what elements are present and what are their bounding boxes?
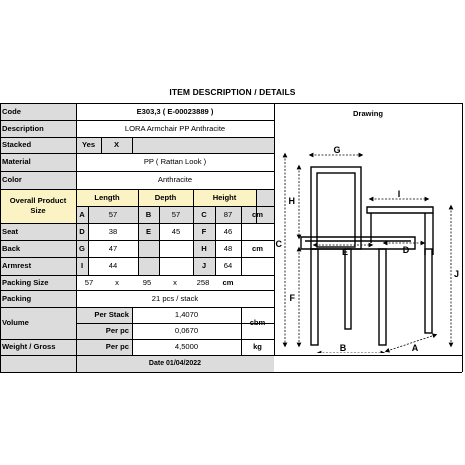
packing-length: 57 — [84, 277, 94, 287]
stacked-x: X — [113, 140, 120, 150]
packing-depth: 95 — [142, 277, 152, 287]
stacked-label: Stacked — [2, 140, 32, 150]
armchair-drawing — [275, 125, 461, 353]
volume-per-pc-value: 0,0670 — [174, 326, 199, 336]
dim-letter: E — [145, 226, 152, 236]
weight-per-pc-value: 4,5000 — [174, 342, 199, 352]
dim-letter: F — [201, 226, 207, 236]
per-stack-label: Per Stack — [94, 310, 129, 320]
armrest-label: Armrest — [2, 261, 32, 271]
dim-label-C: C — [275, 239, 282, 249]
dim-label-I: I — [397, 189, 401, 199]
height-header: Height — [212, 192, 237, 202]
packing-x: x — [115, 277, 119, 287]
dim-label-F: F — [289, 293, 295, 303]
volume-unit: cbm — [249, 318, 266, 328]
page-title: ITEM DESCRIPTION / DETAILS — [169, 87, 296, 97]
seat-length: 38 — [108, 226, 118, 236]
dims-corner-bg — [256, 189, 274, 206]
armrest-height: 64 — [223, 261, 233, 271]
overall-height: 87 — [223, 209, 233, 219]
seat-height: 46 — [223, 226, 233, 236]
back-height: 48 — [223, 243, 233, 253]
code-label: Code — [2, 106, 21, 116]
overall-length: 57 — [108, 209, 118, 219]
packing-value: 21 pcs / stack — [151, 293, 199, 303]
color-value: Anthracite — [157, 175, 193, 185]
overall-unit: cm — [252, 209, 263, 219]
dim-letter: C — [201, 209, 207, 219]
item-details-sheet — [0, 103, 462, 372]
date-stamp: Date 01/04/2022 — [148, 360, 202, 367]
packing-label: Packing — [2, 293, 32, 303]
dim-letter: G — [79, 243, 85, 253]
volume-label: Volume — [2, 318, 29, 328]
dim-letter: I — [80, 261, 84, 271]
seat-depth: 45 — [171, 226, 181, 236]
packing-size-label: Packing Size — [2, 277, 49, 287]
code-value: E303,3 ( E-00023889 ) — [136, 106, 214, 116]
chair-outline — [301, 167, 433, 345]
overall-depth: 57 — [171, 209, 181, 219]
seat-label: Seat — [2, 226, 19, 236]
dim-letter: D — [79, 226, 85, 236]
packing-height: 258 — [196, 277, 210, 287]
stacked-yes: Yes — [81, 140, 96, 150]
per-stack-value: 1,4070 — [174, 310, 199, 320]
armrest-length: 44 — [108, 261, 118, 271]
description-value: LORA Armchair PP Anthracite — [124, 123, 226, 133]
dim-label-H: H — [288, 196, 295, 206]
material-value: PP ( Rattan Look ) — [143, 157, 207, 167]
overall-size-label: Overall Product Size — [9, 195, 67, 215]
dim-letter: A — [79, 209, 85, 219]
dim-label-J: J — [453, 269, 459, 279]
weight-label: Weight / Gross — [2, 342, 56, 352]
dim-label-E: E — [341, 247, 349, 257]
weight-unit: kg — [253, 342, 262, 352]
dim-letter: H — [201, 243, 207, 253]
drawing-label: Drawing — [353, 109, 383, 119]
color-label: Color — [2, 175, 22, 185]
dim-label-B: B — [339, 343, 347, 353]
dim-letter: J — [201, 261, 207, 271]
back-length: 47 — [108, 243, 118, 253]
packing-x: x — [173, 277, 177, 287]
dim-label-G: G — [333, 145, 341, 155]
dim-label-A: A — [411, 343, 419, 353]
length-header: Length — [94, 192, 120, 202]
depth-header: Depth — [154, 192, 177, 202]
dims-unit: cm — [252, 244, 263, 254]
weight-per-pc-label: Per pc — [105, 342, 129, 352]
volume-per-pc-label: Per pc — [105, 326, 129, 336]
back-label: Back — [2, 243, 21, 253]
packing-unit: cm — [222, 277, 234, 287]
description-label: Description — [2, 123, 44, 133]
dim-letter: B — [145, 209, 152, 219]
material-label: Material — [2, 157, 31, 167]
dim-label-D: D — [402, 245, 410, 255]
